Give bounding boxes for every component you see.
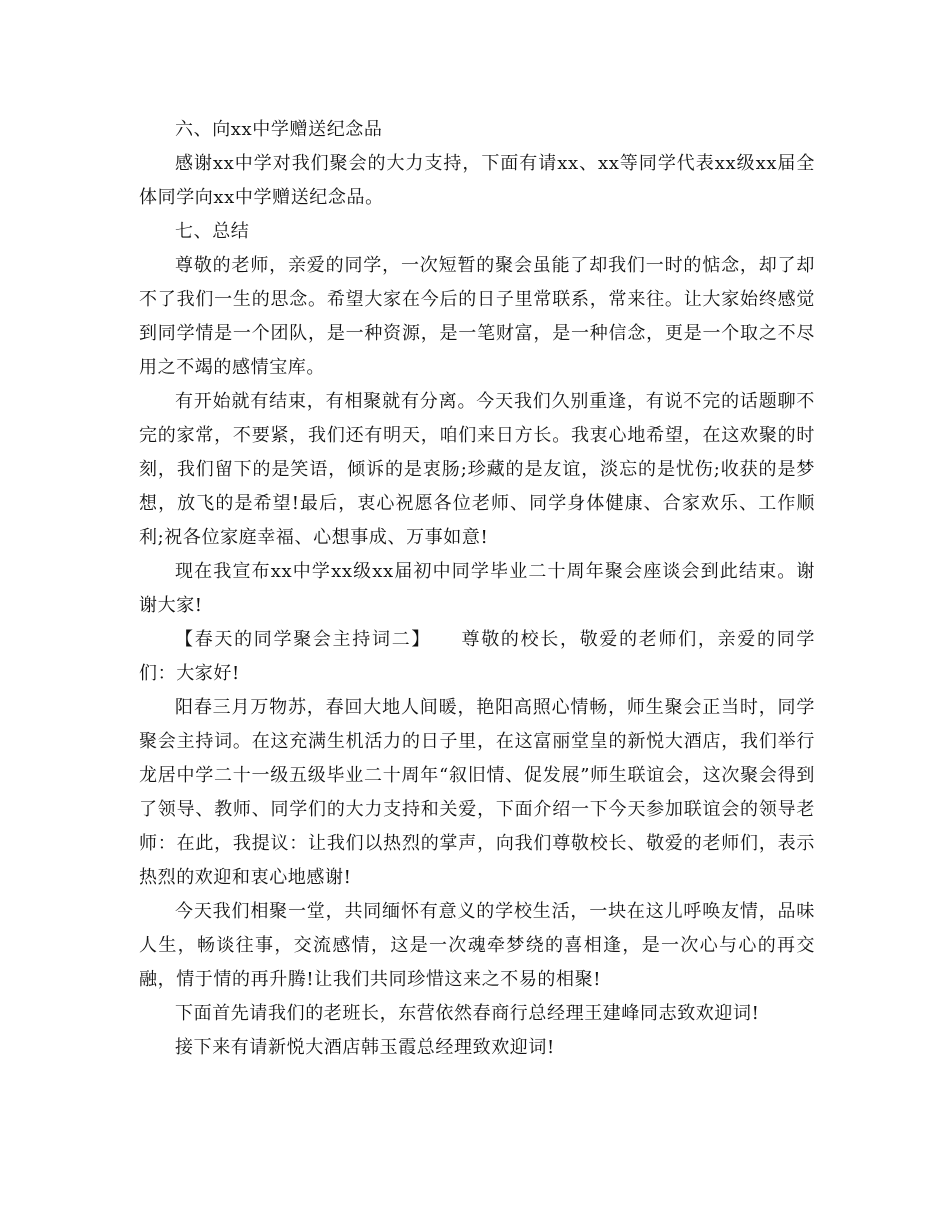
paragraph-gift-thanks: 感谢xx中学对我们聚会的大力支持，下面有请xx、xx等同学代表xx级xx届全体同学向xx中学赠送纪念品。 [139, 153, 815, 208]
paragraph-gathering: 今天我们相聚一堂，共同缅怀有意义的学校生活，一块在这儿呼唤友情，品味人生，畅谈往事，交流感情，这是一次魂牵梦绕的喜相逢，是一次心与心的再交融，情于情的再升腾!让我们共同珍惜这来之不易的相聚! [139, 901, 815, 990]
section-heading-six: 六、向xx中学赠送纪念品 [175, 119, 383, 140]
paragraph-farewell: 有开始就有结束，有相聚就有分离。今天我们久别重逢，有说不完的话题聊不完的家常，不要紧，我们还有明天，咱们来日方长。我衷心地希望，在这欢聚的时刻，我们留下的是笑语，倾诉的是衷肠;珍藏的是友谊，淡忘的是忧伤;收获的是梦想，放飞的是希望!最后，衷心祝愿各位老师、同学身体健康、合家欢乐、工作顺利;祝各位家庭幸福、心想事成、万事如意! [139, 391, 815, 548]
paragraph-summary: 尊敬的老师，亲爱的同学，一次短暂的聚会虽能了却我们一时的惦念，却了却不了我们一生的思念。希望大家在今后的日子里常联系，常来往。让大家始终感觉到同学情是一个团队，是一种资源，是一笔财富，是一种信念，更是一个取之不尽用之不竭的感情宝库。 [139, 255, 815, 378]
paragraph-monitor-welcome: 下面首先请我们的老班长，东营依然春商行总经理王建峰同志致欢迎词! [175, 1003, 760, 1024]
document-body [139, 113, 815, 1065]
paragraph-speech-two-title: 【春天的同学聚会主持词二】 尊敬的校长，敬爱的老师们，亲爱的同学们：大家好! [139, 629, 815, 684]
paragraph-spring-opening: 阳春三月万物苏，春回大地人间暖，艳阳高照心情畅，师生聚会正当时，同学聚会主持词。在这充满生机活力的日子里，在这富丽堂皇的新悦大酒店，我们举行龙居中学二十一级五级毕业二十周年“叙旧情、促发展”师生联谊会，这次聚会得到了领导、教师、同学们的大力支持和关爱，下面介绍一下今天参加联谊会的领导老师：在此，我提议：让我们以热烈的掌声，向我们尊敬校长、敬爱的老师们，表示热烈的欢迎和衷心地感谢! [139, 697, 815, 888]
paragraph-manager-welcome: 接下来有请新悦大酒店韩玉霞总经理致欢迎词! [175, 1037, 555, 1058]
paragraph-closing: 现在我宣布xx中学xx级xx届初中同学毕业二十周年聚会座谈会到此结束。谢谢大家! [139, 561, 815, 616]
section-heading-seven: 七、总结 [175, 221, 250, 242]
